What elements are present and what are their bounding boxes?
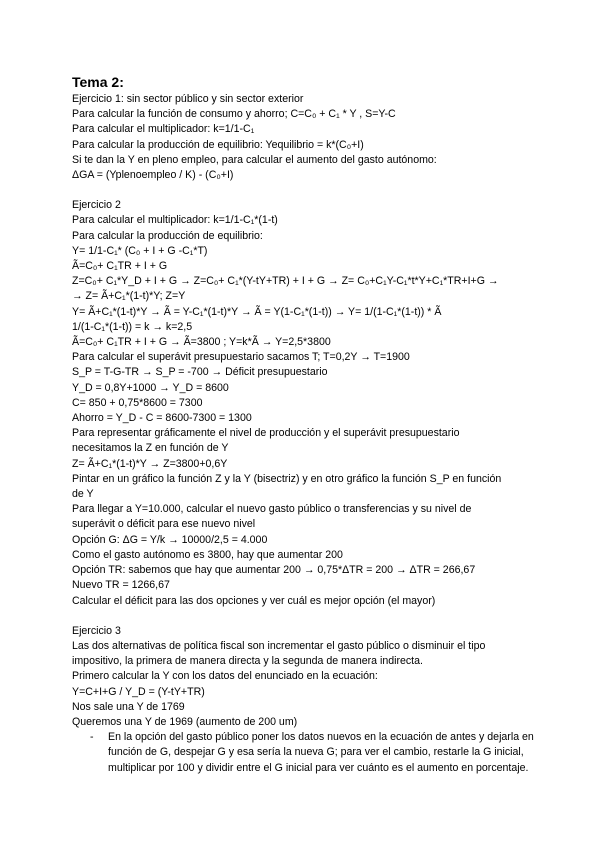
text-line: Nos sale una Y de 1769	[72, 700, 185, 713]
text-line: Y= 1/1-C₁* (C₀ + I + G -C₁*T)	[72, 244, 208, 257]
text-line: Para calcular la producción de equilibrio: Yequilibrio = k*(C₀+I)	[72, 138, 364, 151]
text-line: Ahorro = Y_D - C = 8600-7300 = 1300	[72, 412, 252, 425]
text-line: Para calcular el multiplicador: k=1/1-C₁	[72, 123, 255, 136]
text-line: Para calcular el multiplicador: k=1/1-C₁*(1-t)	[72, 214, 278, 227]
text-line: Para calcular el superávit presupuestario sacamos T; T=0,2Y → T=1900	[72, 351, 410, 364]
text-line: Para llegar a Y=10.000, calcular el nuevo gasto público o transferencias y su nivel de	[72, 503, 472, 516]
ej3-heading: Ejercicio 3	[72, 624, 121, 637]
text-line: Queremos una Y de 1969 (aumento de 200 um)	[72, 715, 298, 728]
text-line: Opción TR: sabemos que hay que aumentar 200 → 0,75*ΔTR = 200 → ΔTR = 266,67	[72, 564, 476, 577]
text-line: necesitamos la Z en función de Y	[72, 442, 229, 455]
text-line: impositivo, la primera de manera directa y la segunda de manera indirecta.	[72, 655, 423, 668]
text-line: ΔGA = (Yplenoempleo / K) - (C₀+I)	[72, 169, 234, 182]
text-line: Y_D = 0,8Y+1000 → Y_D = 8600	[72, 381, 229, 394]
text-line: → Z= Ã+C₁*(1-t)*Y; Z=Y	[72, 290, 186, 303]
text-line: C= 850 + 0,75*8600 = 7300	[72, 396, 203, 409]
text-line: Y= Ã+C₁*(1-t)*Y → Ã = Y-C₁*(1-t)*Y → Ã = Y(1-C₁*(1-t)) → Y= 1/(1-C₁*(1-t)) * Ã	[72, 305, 442, 318]
text-line: 1/(1-C₁*(1-t)) = k → k=2,5	[72, 320, 193, 333]
text-line: Como el gasto autónomo es 3800, hay que aumentar 200	[72, 548, 343, 561]
text-line: Para calcular la producción de equilibrio:	[72, 229, 263, 242]
text-line: S_P = T-G-TR → S_P = -700 → Déficit presupuestario	[72, 366, 328, 379]
text-line: Y=C+I+G / Y_D = (Y-tY+TR)	[72, 685, 205, 698]
spacer	[72, 609, 542, 624]
text-line: Ã=C₀+ C₁TR + I + G → Ã=3800 ; Y=k*Ã → Y=2,5*3800	[72, 336, 331, 349]
page-title: Tema 2:	[72, 74, 124, 90]
list-item: - En la opción del gasto público poner los datos nuevos en la ecuación de antes y dejarla en función de G, despejar G y esa sería la nueva G; para ver el cambio, restarle la G inicial, multiplicar por 100 y dividir entre el G inicial para ver cuánto es el aumento en porcentaje.	[72, 730, 542, 776]
text-line: Nuevo TR = 1266,67	[72, 579, 170, 592]
document-body	[72, 74, 542, 776]
text-line: Pintar en un gráfico la función Z y la Y (bisectriz) y en otro gráfico la función S_P en función	[72, 472, 502, 485]
text-line: Calcular el déficit para las dos opciones y ver cuál es mejor opción (el mayor)	[72, 594, 436, 607]
text-line: Z=C₀+ C₁*Y_D + I + G → Z=C₀+ C₁*(Y-tY+TR) + I + G → Z= C₀+C₁Y-C₁*t*Y+C₁*TR+I+G →	[72, 275, 499, 288]
spacer	[72, 183, 542, 198]
text-line: Z= Ã+C₁*(1-t)*Y → Z=3800+0,6Y	[72, 457, 228, 470]
text-line: Las dos alternativas de política fiscal son incrementar el gasto público o disminuir el tipo	[72, 639, 486, 652]
ej2-heading: Ejercicio 2	[72, 199, 121, 212]
text-line: Primero calcular la Y con los datos del enunciado en la ecuación:	[72, 670, 378, 683]
bullet-list	[72, 730, 542, 776]
text-line: Si te dan la Y en pleno empleo, para calcular el aumento del gasto autónomo:	[72, 153, 437, 166]
text-line: Para representar gráficamente el nivel de producción y el superávit presupuestario	[72, 427, 460, 440]
text-line: superávit o déficit para ese nuevo nivel	[72, 518, 256, 531]
text-line: Ã=C₀+ C₁TR + I + G	[72, 260, 168, 273]
text-line: Opción G: ΔG = Y/k → 10000/2,5 = 4.000	[72, 533, 268, 546]
ej1-heading: Ejercicio 1: sin sector público y sin sector exterior	[72, 93, 304, 105]
text-line: Para calcular la función de consumo y ahorro; C=C₀ + C₁ * Y , S=Y-C	[72, 108, 396, 121]
text-line: de Y	[72, 488, 94, 501]
